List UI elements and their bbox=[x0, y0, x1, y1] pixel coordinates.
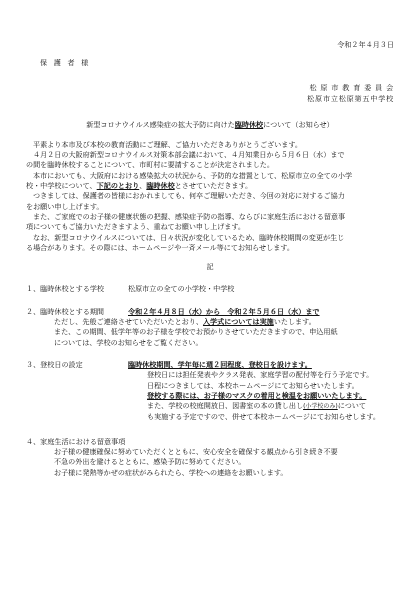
item-4 bbox=[26, 437, 394, 478]
paragraph-1: 平素より本市及び本校の教育活動にご理解、ご協力いただきありがとうございます。 bbox=[33, 139, 302, 149]
title-suffix: について（お知らせ） bbox=[263, 119, 334, 129]
body-text bbox=[26, 140, 394, 253]
paragraph-3-line-1: 本市においても、大阪府における感染拡大の状況から、予防的な措置として、松原市立の全ての小学 bbox=[33, 170, 353, 180]
sender-block bbox=[26, 82, 394, 104]
item-2-line-3: については、学校のお知らせをご覧ください。 bbox=[54, 337, 203, 347]
item-1-value: 松原市立の全ての小学校・中学校 bbox=[128, 284, 235, 294]
item-2-line-1 bbox=[26, 317, 394, 327]
text-span: 校・中学校について、 bbox=[26, 181, 97, 191]
text-span: ただし、先般ご連絡させていただいたとおり、 bbox=[54, 317, 203, 327]
issue-date: 令和２年４月３日 bbox=[337, 40, 394, 49]
item-2-value: 令和２年４月８日（水）から 令和２年５月６日（水）まで bbox=[128, 306, 320, 316]
paragraph-4-line-2: をお願い申し上げます。 bbox=[26, 201, 104, 211]
paragraph-3-line-2 bbox=[26, 181, 394, 191]
item-3-heading: ３、登校日の設定 bbox=[26, 359, 83, 369]
paragraph-2-line-1: ４月２日の大阪府新型コロナウイルス対策本部会議において、４月知業日から５月６日（水）まで bbox=[33, 150, 345, 160]
item-3-line-3: 登校する際には、お子様のマスクの着用と検温をお願いいたします。 bbox=[147, 390, 367, 400]
ki-heading: 記 bbox=[206, 262, 214, 272]
sender-school: 松原市立松原第五中学校 bbox=[307, 93, 394, 103]
item-2 bbox=[26, 307, 394, 348]
text-span: いたします。 bbox=[273, 317, 316, 327]
paragraph-5-line-1: また、ご家庭でのお子様の健康状態の把握、感染症予防の指導、ならびに家庭生活における留意事 bbox=[33, 211, 346, 221]
note-span: (小学校のみ) bbox=[303, 403, 338, 411]
paragraph-2-line-2: の間を臨時休校することについて、市町村に要請することが決定されました。 bbox=[26, 160, 274, 170]
text-span: 、 bbox=[139, 181, 147, 191]
item-1 bbox=[26, 284, 394, 294]
emphasis-span: 入学式については実施 bbox=[202, 317, 274, 327]
paragraph-5-line-2: 項についてもご協力いただきますよう、重ねてお願い申し上げます。 bbox=[26, 222, 246, 232]
text-span: また、学校の校庭開放日、図書室の本の貸し出し bbox=[147, 401, 304, 411]
paragraph-6-line-2: る場合があります。その際には、ホームページや一斉メール等にてお知らせします。 bbox=[26, 242, 294, 252]
item-4-heading: ４、家庭生活における留意事項 bbox=[26, 436, 126, 446]
paragraph-4-line-1: つきましては、保護者の皆様におかれましても、何卒ご理解いただき、今回の対応に対するご協力 bbox=[33, 191, 345, 201]
item-3-line-2: 日程につきましては、本校ホームページにてお知らせいたします。 bbox=[147, 380, 359, 390]
item-4-line-2: 不急の外出を避けるとともに、感染予防に努めてください。 bbox=[54, 457, 246, 467]
title-text: 新型コロナウイルス感染症の拡大予防に向けた bbox=[86, 119, 235, 129]
item-1-heading: １、臨時休校とする学校 bbox=[26, 284, 105, 294]
text-span: について bbox=[337, 401, 366, 411]
document-title bbox=[26, 120, 394, 130]
sender-board: 松 原 市 教 育 委 員 会 bbox=[309, 82, 394, 92]
title-emphasis: 臨時休校 bbox=[234, 119, 264, 129]
item-3-value: 臨時休校期間、学年毎に週２回程度、登校日を設けます。 bbox=[128, 359, 312, 369]
item-4-line-3: お子様に発熱等かぜの症状がみられたら、学校への連絡をお願いします。 bbox=[54, 467, 288, 477]
item-3-line-1: 登校日には担任発表やクラス発表、家庭学習の配付等を行う予定です。 bbox=[147, 370, 374, 380]
item-4-line-1: お子様の健康確保に努めていただくとともに、安心安全を確保する観点から引き続き不要 bbox=[54, 447, 338, 457]
emphasis-span: 下記のとおり bbox=[96, 181, 140, 191]
item-2-line-2: また、この期間、低学年等のお子様を学校でお預かりさせていただきますので、申込用紙 bbox=[54, 327, 338, 337]
item-3-line-5: も実施する予定ですので、併せて本校ホームページにてお知らせします。 bbox=[147, 412, 381, 422]
emphasis-span: 臨時休校 bbox=[146, 181, 175, 191]
paragraph-6-line-1: なお、新型コロナウイルスについては、日々状況が変化しているため、臨時休校期間の変更が生じ bbox=[33, 232, 345, 242]
item-3 bbox=[26, 360, 394, 423]
item-2-heading: ２、臨時休校とする期間 bbox=[26, 306, 105, 316]
item-3-line-4 bbox=[26, 401, 394, 412]
addressee: 保 護 者 様 bbox=[40, 58, 91, 68]
text-span: とさせていただきます。 bbox=[174, 181, 253, 191]
